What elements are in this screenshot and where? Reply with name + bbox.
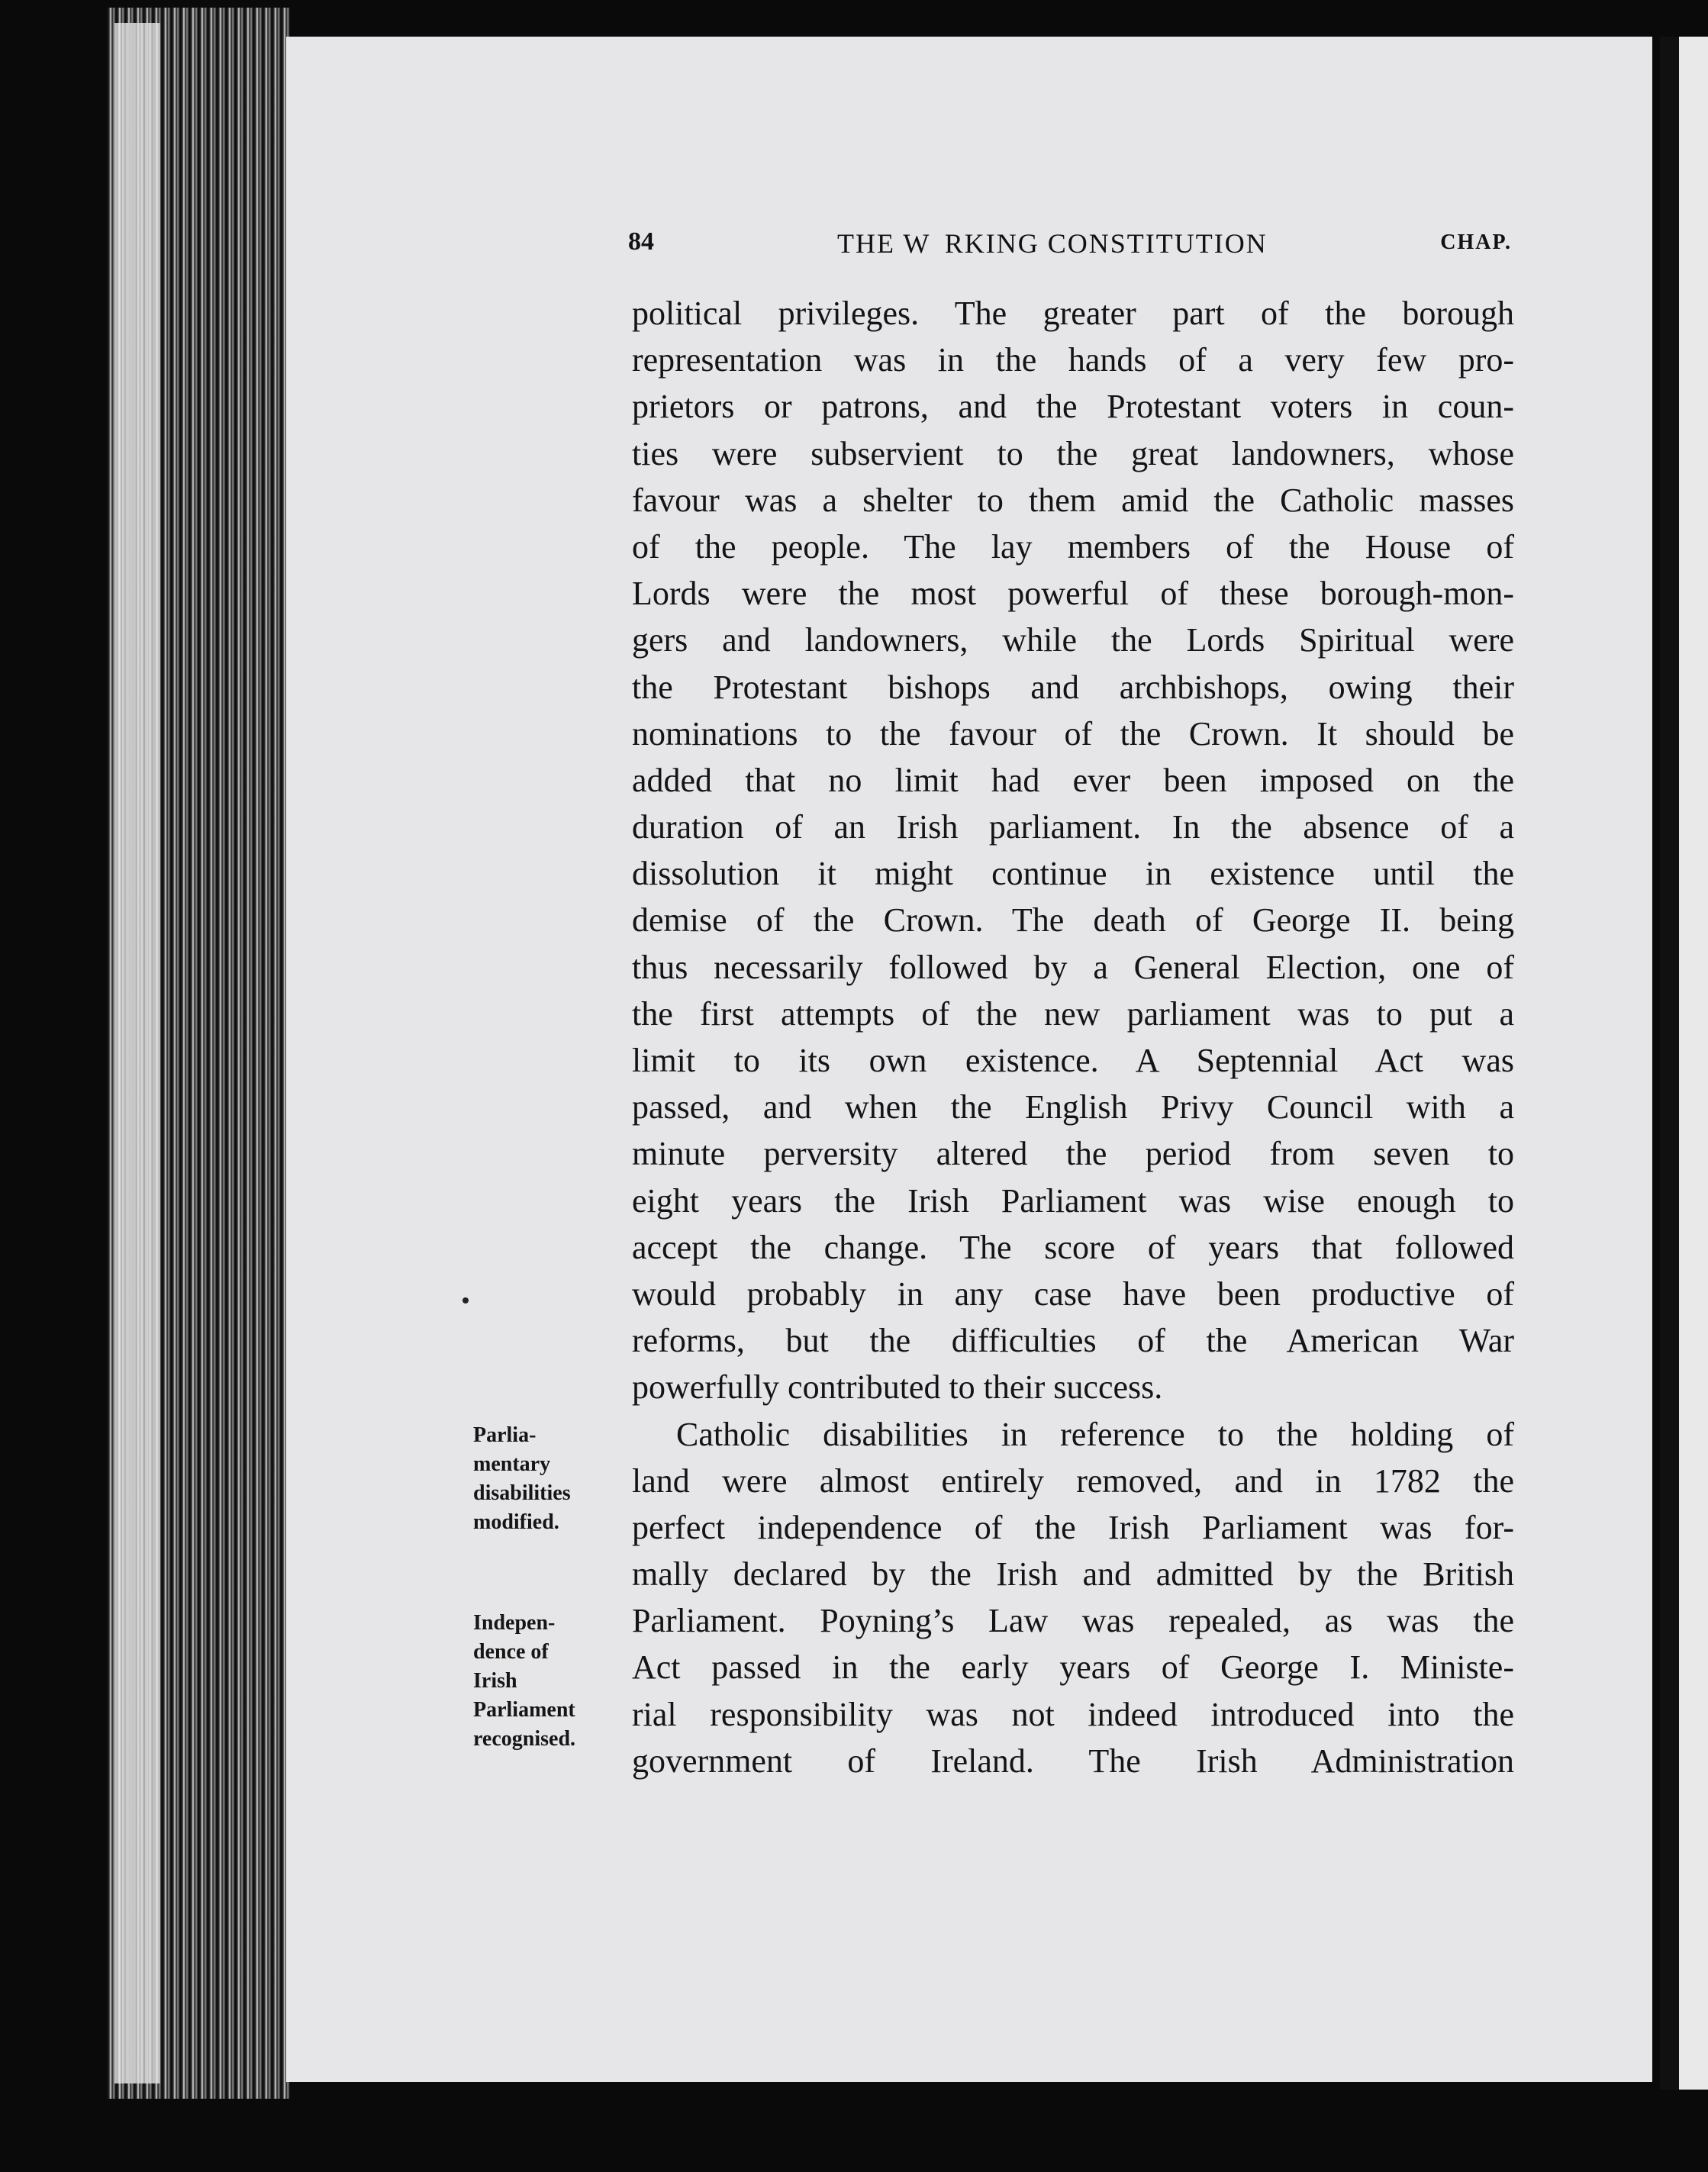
margin-note-line: mentary (473, 1452, 551, 1476)
running-title: THE W RKING CONSTITUTION (837, 228, 1268, 259)
text-line: political privileges. The greater part of the borough (632, 295, 1514, 332)
text-line: the Protestant bishops and archbishops, owing their (632, 668, 1514, 706)
text-line: prietors or patrons, and the Protestant voters in coun- (632, 388, 1514, 426)
text-line: Catholic disabilities in reference to the holding of (676, 1415, 1514, 1453)
margin-note-line: Parlia- (473, 1423, 537, 1447)
text-line: would probably in any case have been productive of (632, 1275, 1514, 1313)
page-edges-highlight (114, 23, 160, 2083)
margin-note-line: modified. (473, 1510, 559, 1534)
text-line: dissolution it might continue in existence until the (632, 855, 1514, 893)
body-text (632, 290, 1514, 1784)
text-line: Parliament. Poyning’s Law was repealed, as was the (632, 1602, 1514, 1640)
margin-note-line: Irish (473, 1669, 517, 1693)
text-line: Lords were the most powerful of these borough-mon- (632, 575, 1514, 613)
margin-note-line: dence of (473, 1640, 549, 1664)
text-line: passed, and when the English Privy Council with a (632, 1088, 1514, 1126)
margin-note-parliamentary-disabilities (473, 1421, 571, 1537)
adjacent-page (1679, 37, 1708, 2090)
margin-note-line: recognised. (473, 1727, 576, 1751)
text-line: eight years the Irish Parliament was wise enough to (632, 1181, 1514, 1220)
text-line: land were almost entirely removed, and in 1782 the (632, 1461, 1514, 1500)
text-line: minute perversity altered the period from seven to (632, 1135, 1514, 1173)
margin-note-line: Indepen- (473, 1611, 556, 1635)
page-number: 84 (628, 227, 654, 256)
margin-note-line: Parliament (473, 1698, 575, 1722)
text-line: duration of an Irish parliament. In the absence of a (632, 808, 1514, 846)
text-line: reforms, but the difficulties of the American War (632, 1322, 1514, 1360)
text-line: limit to its own existence. A Septennial Act was (632, 1042, 1514, 1079)
margin-note-independence (473, 1609, 575, 1754)
text-line: thus necessarily followed by a General Election, one of (632, 948, 1514, 986)
text-line: favour was a shelter to them amid the Catholic masses (632, 481, 1514, 519)
text-line: perfect independence of the Irish Parliament was for- (632, 1508, 1514, 1546)
text-line: gers and landowners, while the Lords Spiritual were (632, 621, 1514, 659)
running-head (628, 227, 1512, 270)
text-line: government of Ireland. The Irish Administration (632, 1742, 1514, 1780)
text-line: representation was in the hands of a very few pro- (632, 341, 1514, 379)
text-line: of the people. The lay members of the House of (632, 527, 1514, 566)
text-line: added that no limit had ever been imposed on the (632, 761, 1514, 799)
text-line: mally declared by the Irish and admitted by the British (632, 1555, 1514, 1594)
text-line: Act passed in the early years of George I. Ministe- (632, 1648, 1514, 1687)
text-line: the first attempts of the new parliament was to put a (632, 994, 1514, 1033)
text-line: nominations to the favour of the Crown. It should be (632, 714, 1514, 752)
dust-speck (462, 1297, 469, 1304)
margin-note-line: disabilities (473, 1481, 571, 1505)
text-line: ties were subservient to the great landowners, whose (632, 434, 1514, 472)
text-line: rial responsibility was not indeed introduced into the (632, 1695, 1514, 1733)
text-line: powerfully contributed to their success. (632, 1368, 1163, 1407)
text-line: demise of the Crown. The death of George II. being (632, 901, 1514, 939)
chapter-label: CHAP. (1440, 230, 1512, 254)
text-line: accept the change. The score of years that followed (632, 1228, 1514, 1266)
